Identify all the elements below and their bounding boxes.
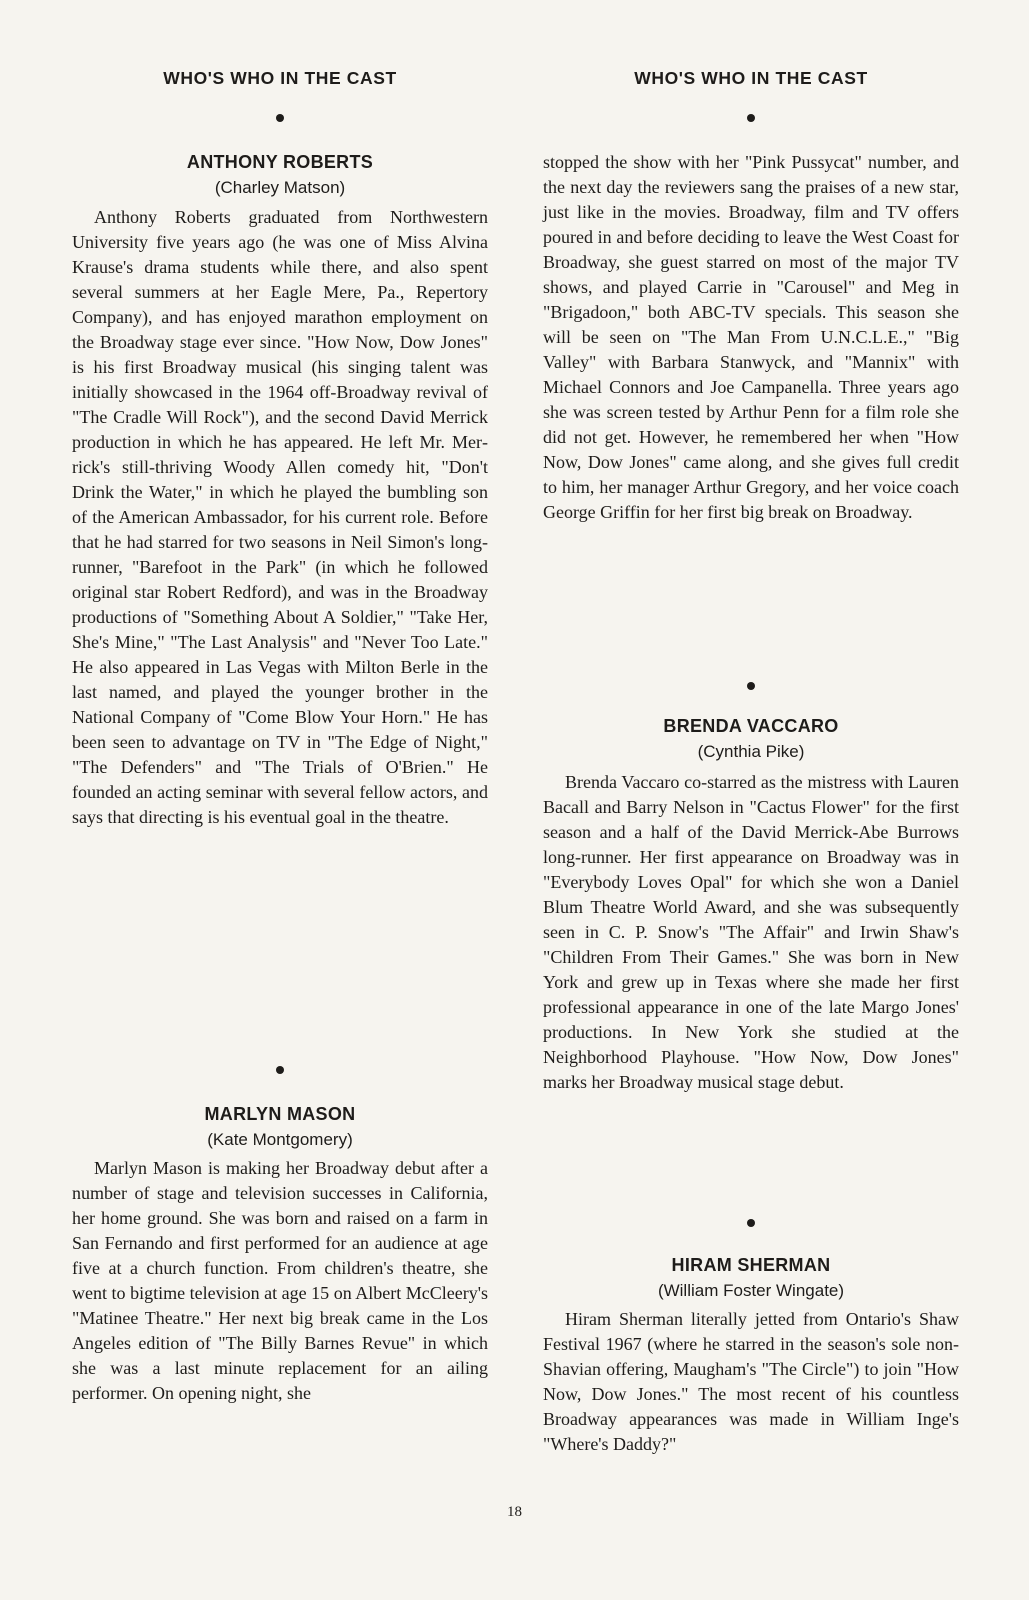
section-bullet xyxy=(276,114,284,122)
cast-name-marlyn-mason: MARLYN MASON xyxy=(204,1104,356,1124)
cast-bio-hiram-sherman: Hiram Sherman literally jetted from Ontario's Shaw Festival 1967 (where he starred in the season's sole non-Shavian offering, Maugham's "The Circle") to join "How Now, Dow Jones." The most recent of his countless Broadway appearances was made in William Inge's "Where's Daddy?" xyxy=(543,1309,959,1454)
cast-name-hiram-sherman: HIRAM SHERMAN xyxy=(671,1255,831,1275)
section-bullet xyxy=(747,1219,755,1227)
page-number: 18 xyxy=(507,1504,522,1520)
cast-name-anthony-roberts: ANTHONY ROBERTS xyxy=(186,152,374,172)
cast-role-marlyn-mason: (Kate Montgomery) xyxy=(207,1130,353,1149)
cast-name-brenda-vaccaro: BRENDA VACCARO xyxy=(663,716,839,736)
cast-role-brenda-vaccaro: (Cynthia Pike) xyxy=(697,742,805,761)
section-bullet xyxy=(747,114,755,122)
cast-bio-anthony-roberts: Anthony Roberts graduated from Northwestern University five years ago (he was one of Miss Alvina Krause's drama students while there, and also spent several summers at her Eagle Mere, Pa., Repertory Company), and has enjoyed marathon employment on the Broadway stage ever since. "How Now, Dow Jones" is his first Broadway musical (his singing talent was initially showcased in the 1964 off-Broadway revival of "The Cradle Will Rock"), and the second David Merrick production in which he has appeared. He left Mr. Merrick's still-thriving Woody Allen comedy hit, "Don't Drink the Water," in which he played the bumbling son of the American Ambassador, for his current role. Before that he had starred for two seasons in Neil Simon's long-runner, "Barefoot in the Park" (in which he followed original star Robert Redford), and was in the Broadway productions of "Something About A Soldier," "Take Her, She's Mine," "The Last Analysis" and "Never Too Late." He also appeared in Las Vegas with Milton Berle in the last named, and played the younger brother in the National Company of "Come Blow Your Horn." He has been seen to advantage on TV in "The Edge of Night," "The Defenders" and "The Trials of O'Brien." He founded an acting seminar with several fellow actors, and says that directing is his eventual goal in the theatre. xyxy=(72,207,488,827)
running-head-left: WHO'S WHO IN THE CAST xyxy=(163,68,397,88)
cast-bio-marlyn-mason: Marlyn Mason is making her Broadway debut after a number of stage and television successes in California, her home ground. She was born and raised on a farm in San Fernando and first performed for an audience at age five at a church function. From children's theatre, she went to bigtime television at age 15 on Albert McCleery's "Matinee Theatre." Her next big break came in the Los Angeles edition of "The Billy Barnes Revue" in which she was a last minute replacement for an ailing performer. On opening night, she xyxy=(72,1158,488,1403)
cast-role-anthony-roberts: (Charley Matson) xyxy=(214,178,346,197)
section-bullet xyxy=(276,1066,284,1074)
cast-bio-brenda-vaccaro: Brenda Vaccaro co-starred as the mistress with Lauren Bacall and Barry Nelson in "Cactus Flower" for the first season and a half of the David Merrick-Abe Burrows long-runner. Her first appearance on Broadway was in "Everybody Loves Opal" for which she won a Daniel Blum Theatre World Award, and she was subsequently seen in C. P. Snow's "The Affair" and Irwin Shaw's "Children From Their Games." She was born in New York and grew up in Texas where she made her first professional appearance in one of the late Margo Jones' productions. In New York she studied at the Neighborhood Playhouse. "How Now, Dow Jones" marks her Broadway musical stage debut. xyxy=(543,772,959,1092)
cast-bio-marlyn-mason-continued: stopped the show with her "Pink Pussycat" number, and the next day the reviewers sang the praises of a new star, just like in the movies. Broadway, film and TV offers poured in and before deciding to leave the West Coast for Broadway, she guest starred on most of the major TV shows, and played Carrie in "Carousel" and Meg in "Brigadoon," both ABC-TV specials. This season she will be seen on "The Man From U.N.C.L.E.," "Big Valley" with Barbara Stanwyck, and "Mannix" with Michael Connors and Joe Campanella. Three years ago she was screen tested by Arthur Penn for a film role she did not get. However, he remembered her when "How Now, Dow Jones" came along, and she gives full credit to him, her manager Arthur Gregory, and her voice coach George Griffin for her first big break on Broadway. xyxy=(543,152,959,522)
cast-role-hiram-sherman: (William Foster Wingate) xyxy=(657,1281,845,1300)
section-bullet xyxy=(747,682,755,690)
running-head-right: WHO'S WHO IN THE CAST xyxy=(634,68,868,88)
